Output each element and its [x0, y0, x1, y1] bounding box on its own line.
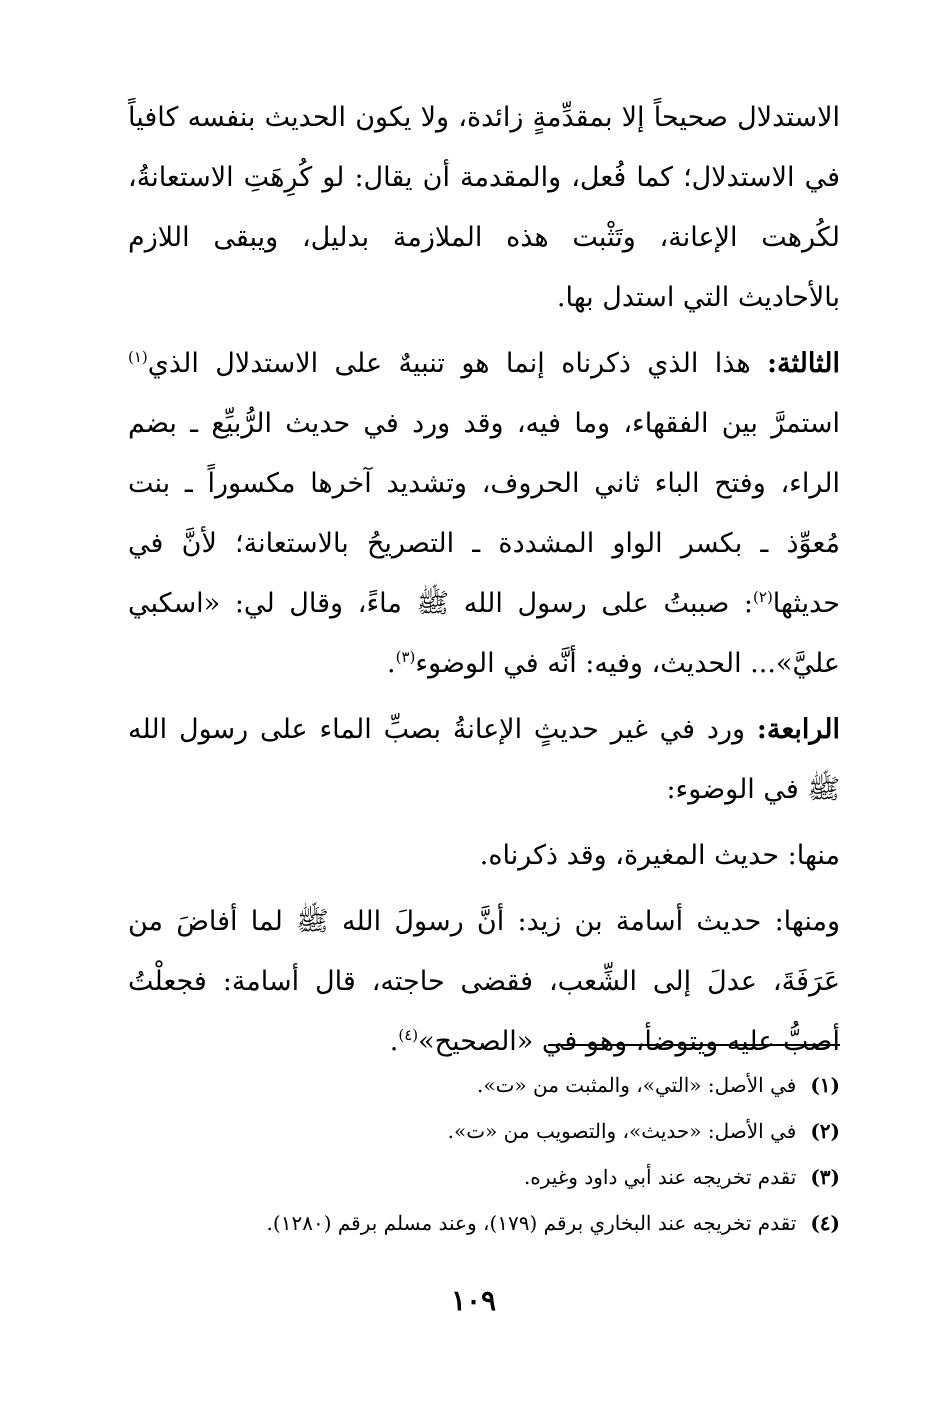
usama-text-b: .: [389, 1026, 399, 1057]
fourth-point-text: ورد في غير حديثٍ الإعانةُ بصبِّ الماء على رسول الله ﷺ في الوضوء:: [128, 714, 840, 805]
third-point-text-c: : صببتُ على رسول الله ﷺ ماءً، وقال لي: «اسكبي عليَّ»... الحديث، وفيه: أنَّه في الوضوء: [128, 588, 840, 679]
paragraph-mughira: [128, 826, 840, 886]
footnote-3-number: (٣): [810, 1165, 840, 1189]
footnotes: [128, 1066, 840, 1250]
page-number: ١٠٩: [450, 1284, 497, 1317]
footnote-3-text: تقدم تخريجه عند أبي داود وغيره.: [523, 1165, 797, 1189]
footnote-2: [128, 1112, 840, 1150]
third-point-text-b: استمرَّ بين الفقهاء، وما فيه، وقد ورد في حديث الرُّبيِّع ـ بضم الراء، وفتح الباء ثاني الحروف، وتشديد آخرها مكسوراً ـ بنت مُعوِّذ ـ بكسر الواو المشددة ـ التصريحُ بالاستعانة؛ لأنَّ في حديثها: [128, 408, 840, 619]
fourth-point-heading: الرابعة:: [756, 714, 840, 745]
footnote-divider: [548, 1044, 840, 1046]
footnote-2-number: (٢): [810, 1119, 840, 1143]
third-point-text-d: .: [387, 648, 396, 679]
footnote-3: [128, 1158, 840, 1196]
third-point-text-a: هذا الذي ذكرناه إنما هو تنبيهٌ على الاستدلال الذي: [147, 348, 768, 379]
third-point-heading: الثالثة:: [767, 348, 840, 379]
footnote-4-number: (٤): [810, 1211, 840, 1235]
main-text: [128, 88, 840, 1072]
paragraph-fourth-point: [128, 700, 840, 820]
paragraph-third-point: [128, 334, 840, 694]
footnote-1: [128, 1066, 840, 1104]
paragraph-1: [128, 88, 840, 328]
footnote-4-text: تقدم تخريجه عند البخاري برقم (١٧٩)، وعند مسلم برقم (١٢٨٠).: [266, 1211, 797, 1235]
footnote-1-text: في الأصل: «التي»، والمثبت من «ت».: [477, 1073, 797, 1097]
paragraph-1-text: الاستدلال صحيحاً إلا بمقدِّمةٍ زائدة، ولا يكون الحديث بنفسه كافياً في الاستدلال؛ كما فُعل، والمقدمة أن يقال: لو كُرِهَتِ الاستعانةُ، لكُرهت الإعانة، وتَثْبت هذه الملازمة بدليل، ويبقى اللازم بالأحاديث التي استدل بها.: [128, 102, 840, 313]
mughira-text: منها: حديث المغيرة، وقد ذكرناه.: [479, 840, 840, 871]
footnote-ref-1[interactable]: (١): [128, 348, 148, 366]
usama-text-a: ومنها: حديث أسامة بن زيد: أنَّ رسولَ الله ﷺ لما أفاضَ من عَرَفَةَ، عدلَ إلى الشِّعب، فقضى حاجته، قال أسامة: فجعلْتُ أصبُّ عليه ويتوضأ، وهو في «الصحيح»: [128, 906, 840, 1057]
footnote-ref-2[interactable]: (٢): [753, 588, 773, 606]
footnote-4: [128, 1204, 840, 1242]
footnote-2-text: في الأصل: «حديث»، والتصويب من «ت».: [447, 1119, 797, 1143]
footnote-ref-3[interactable]: (٣): [395, 648, 416, 666]
footnote-ref-4[interactable]: (٤): [398, 1026, 419, 1044]
footnote-1-number: (١): [810, 1073, 840, 1097]
